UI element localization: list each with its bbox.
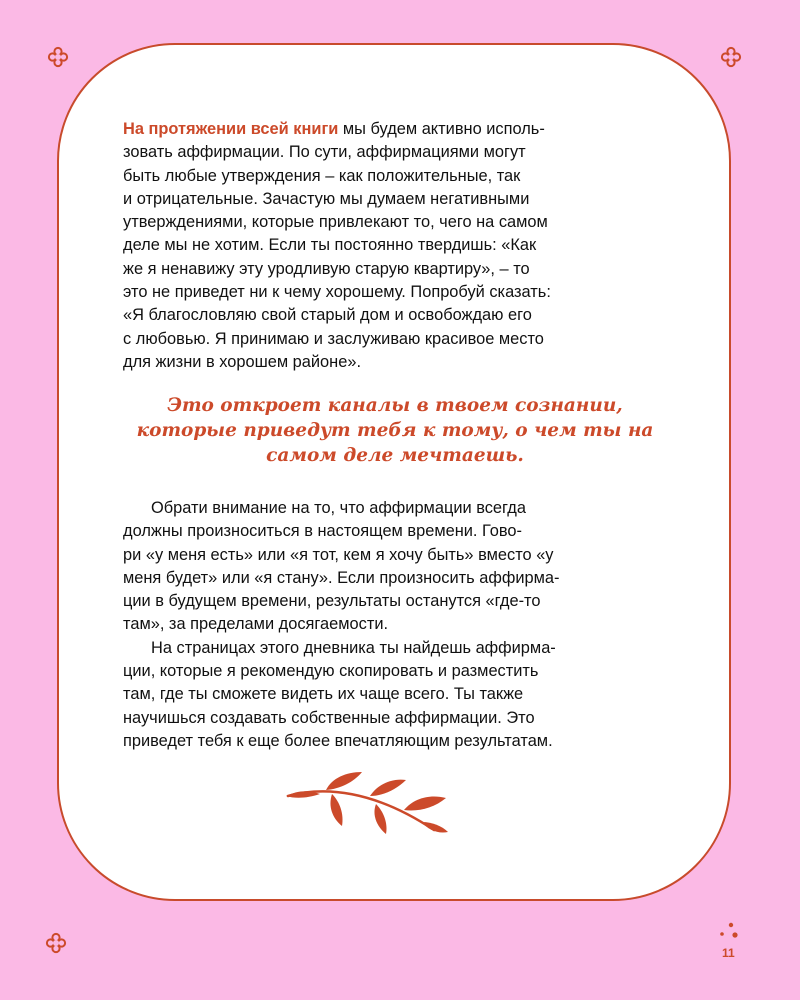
text-line: для жизни в хорошем районе». — [123, 352, 362, 371]
text-line: деле мы не хотим. Если ты постоянно твердишь: «Как — [123, 236, 537, 255]
text-line: ри «у меня есть» или «я тот, кем я хочу быть» вместо «у — [123, 545, 554, 564]
body-paragraph — [123, 497, 673, 753]
intro-highlight: На протяжении всей книги — [123, 120, 339, 138]
text-line: это не приведет ни к чему хорошему. Попробуй сказать: — [123, 283, 551, 302]
text-line: приведет тебя к еще более впечатляющим результатам. — [123, 731, 553, 750]
text-line: и отрицательные. Зачастую мы думаем негативными — [123, 189, 530, 208]
text-line: научишься создавать собственные аффирмации. Это — [123, 708, 535, 727]
text-line: с любовью. Я принимаю и заслуживаю красивое место — [123, 329, 544, 348]
page-number: 11 — [722, 946, 735, 960]
quatrefoil-ornament-icon — [47, 46, 69, 68]
text-line: На страницах этого дневника ты найдешь аффирма- — [151, 638, 556, 657]
quote-line: Это откроет каналы в твоем сознании, — [167, 395, 623, 416]
text-line: быть любые утверждения – как положительные, так — [123, 166, 521, 185]
text-line: там», за пределами досягаемости. — [123, 615, 389, 634]
text-line: ции в будущем времени, результаты останутся «где-то — [123, 592, 541, 611]
text-line: утверждениями, которые привлекают то, чего на самом — [123, 213, 548, 232]
quote-line: самом деле мечтаешь. — [266, 445, 524, 466]
text-line: зовать аффирмации. По сути, аффирмациями могут — [123, 143, 526, 162]
quatrefoil-ornament-icon — [45, 932, 67, 954]
text-line: «Я благословляю свой старый дом и освобождаю его — [123, 306, 532, 325]
text-line: Обрати внимание на то, что аффирмации всегда — [151, 499, 526, 517]
dots-icon — [714, 921, 744, 943]
text-line: там, где ты сможете видеть их чаще всего. Ты также — [123, 685, 524, 704]
quatrefoil-ornament-icon — [720, 46, 742, 68]
text-line: же я ненавижу эту уродливую старую квартиру», – то — [123, 259, 530, 278]
pull-quote — [100, 393, 690, 468]
intro-paragraph: На протяжении всей книги мы будем активно исполь- зовать аффирмации. По сути, аффирмациями могут быть любые утверждения – как положительные, так и отрицательные. Зачастую мы думаем негативными утверждениями, которые привлекают то, чего на самом деле мы не хотим. Если ты постоянно твердишь: «Как же я ненавижу эту уродливую старую квартиру», – то это не приведет ни к чему хорошему. Попробуй сказать: «Я благословляю свой старый дом и освобождаю его с любовью. Я принимаю и заслуживаю красивое место для жизни в хорошем районе». — [123, 118, 673, 374]
text-line: меня будет» или «я стану». Если произносить аффирма- — [123, 568, 560, 587]
text-line: должны произноситься в настоящем времени. Гово- — [123, 522, 523, 541]
leaf-branch-icon — [284, 768, 474, 840]
quote-line: которые приведут тебя к тому, о чем ты на — [136, 420, 654, 441]
text-line: ции, которые я рекомендую скопировать и разместить — [123, 662, 539, 681]
